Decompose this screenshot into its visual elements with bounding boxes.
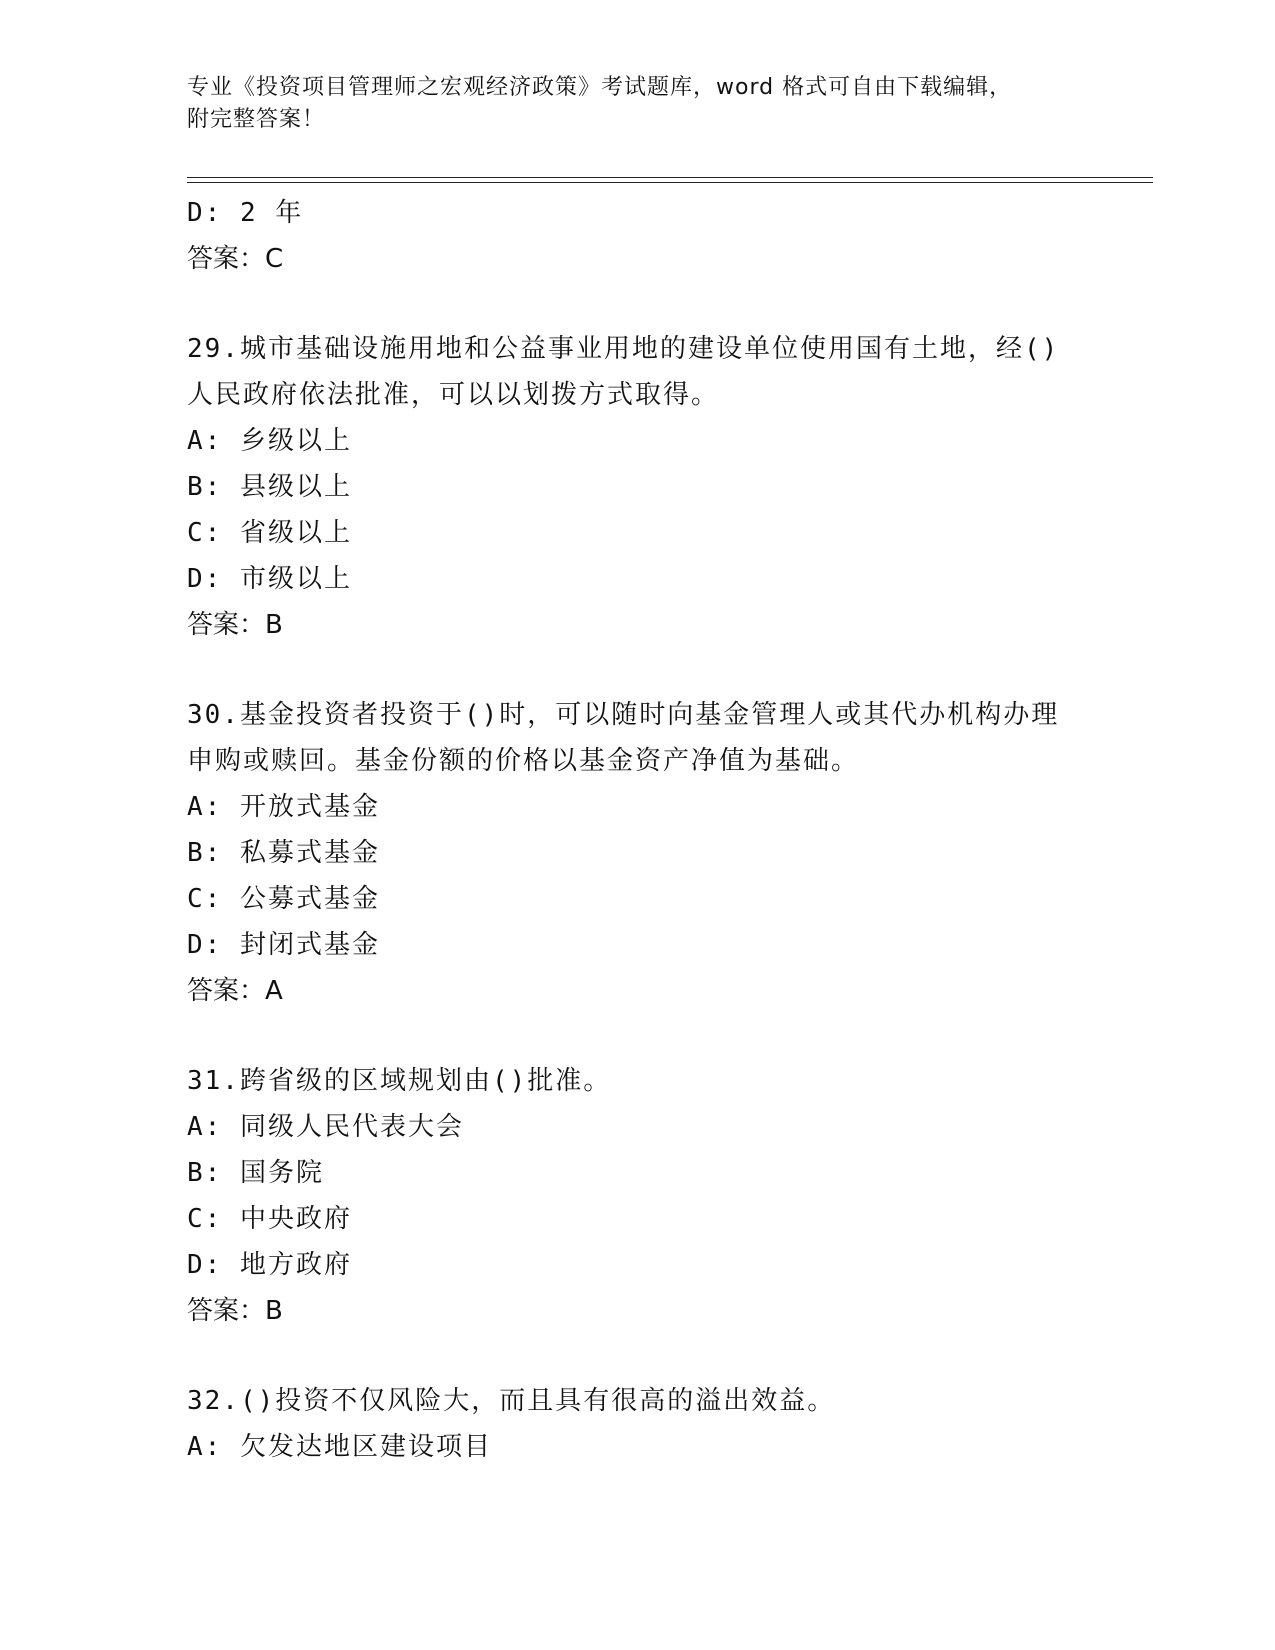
question-29 [187,326,1067,648]
header-line-1: 专业《投资项目管理师之宏观经济政策》考试题库，word 格式可自由下载编辑， [187,75,1013,100]
question-stem-line: 29.城市基础设施用地和公益事业用地的建设单位使用国有土地，经() [187,334,1060,364]
answer-line: 答案：A [187,976,283,1006]
header-divider-top [187,177,1153,178]
option-d: D: 封闭式基金 [187,930,380,960]
option-a: A: 同级人民代表大会 [187,1112,464,1142]
option-b: B: 县级以上 [187,472,352,502]
option-b: B: 国务院 [187,1158,324,1188]
option-c: C: 省级以上 [187,518,352,548]
answer-line: 答案：B [187,610,283,640]
option-b: B: 私募式基金 [187,838,380,868]
option-d: D: 地方政府 [187,1250,352,1280]
question-stem-line: 31.跨省级的区域规划由()批准。 [187,1066,612,1096]
option-a: A: 欠发达地区建设项目 [187,1432,492,1462]
question-31 [187,1058,1067,1334]
option-a: A: 开放式基金 [187,792,380,822]
spacer [187,282,1067,326]
document-header [187,72,1067,136]
option-d: D: 2 年 [187,198,304,228]
spacer [187,1334,1067,1378]
question-stem-line: 人民政府依法批准，可以以划拨方式取得。 [187,380,720,410]
spacer [187,1014,1067,1058]
option-c: C: 公募式基金 [187,884,380,914]
option-a: A: 乡级以上 [187,426,352,456]
question-30 [187,692,1067,1014]
option-c: C: 中央政府 [187,1204,352,1234]
answer-line: 答案：C [187,244,284,274]
spacer [187,648,1067,692]
question-stem-line: 申购或赎回。基金份额的价格以基金资产净值为基础。 [187,746,860,776]
question-32 [187,1378,1067,1470]
question-stem-line: 30.基金投资者投资于()时，可以随时向基金管理人或其代办机构办理 [187,700,1060,730]
question-content [187,190,1067,1470]
option-d: D: 市级以上 [187,564,352,594]
answer-line: 答案：B [187,1296,283,1326]
question-stem-line: 32.()投资不仅风险大，而且具有很高的溢出效益。 [187,1386,836,1416]
header-divider-bottom [187,182,1153,183]
header-line-2: 附完整答案！ [187,107,326,132]
